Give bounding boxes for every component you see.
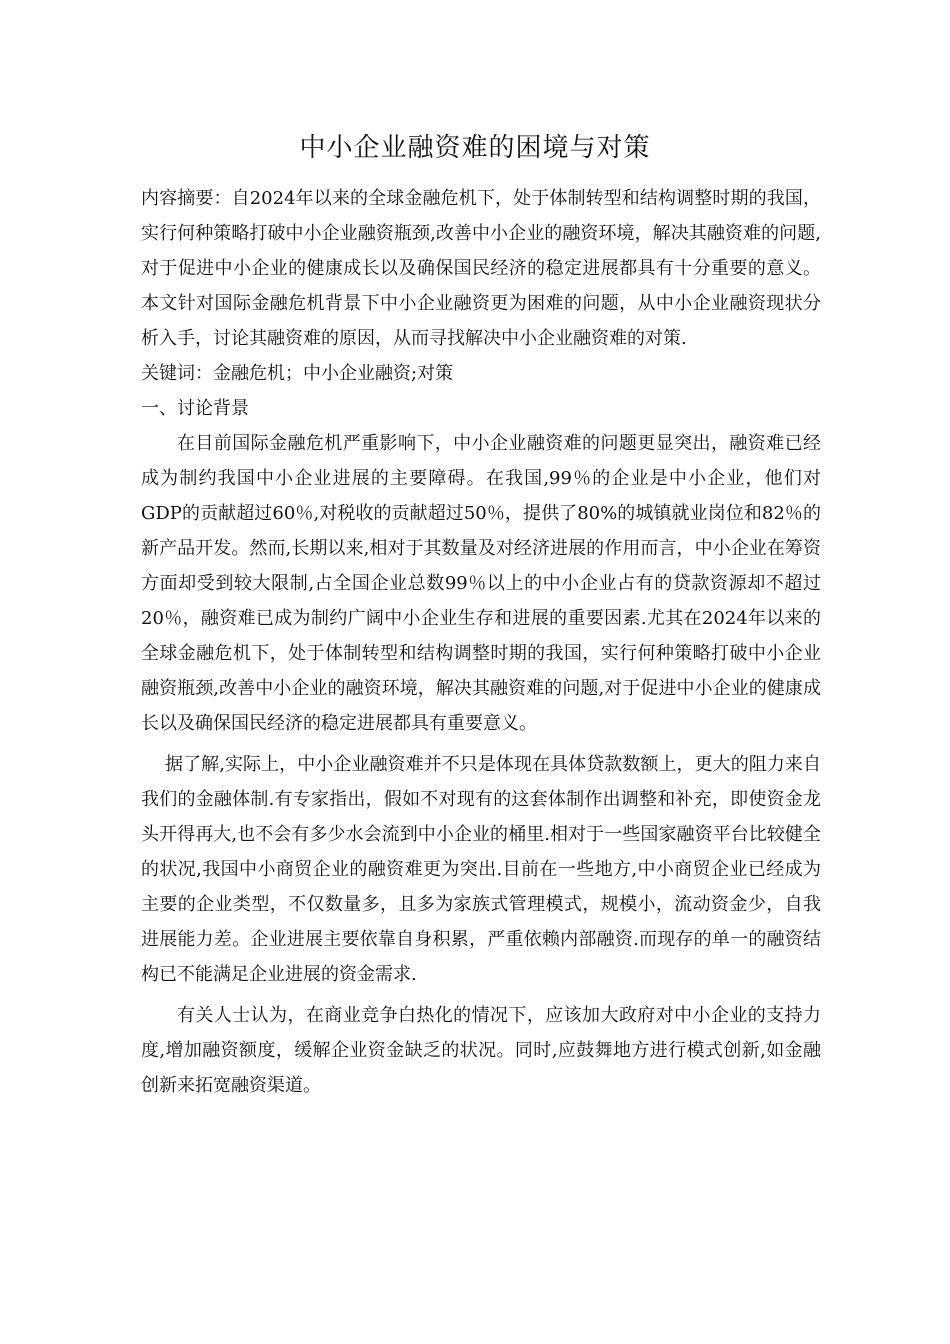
abstract-paragraph: 内容摘要：自2024年以来的全球金融危机下，处于体制转型和结构调整时期的我国，实行何种策略打破中小企业融资瓶颈,改善中小企业的融资环境，解决其融资难的问题,对于促进中小企业的健康成长以及确保国民经济的稳定进展都具有十分重要的意义。本文针对国际金融危机背景下中小企业融资更为困难的问题，从中小企业融资现状分析入手，讨论其融资难的原因，从而寻找解决中小企业融资难的对策. [141, 188, 821, 349]
section-heading: 一、讨论背景 [141, 398, 249, 419]
body-paragraph-2: 据了解,实际上，中小企业融资难并不只是体现在具体贷款数额上，更大的阻力来自我们的金融体制.有专家指出，假如不对现有的这套体制作出调整和补充，即使资金龙头开得再大,也不会有多少水会流到中小企业的桶里.相对于一些国家融资平台比较健全的状况,我国中小商贸企业的融资难更为突出.目前在一些地方,中小商贸企业已经成为主要的企业类型，不仅数量多，且多为家族式管理模式，规模小，流动资金少，自我进展能力差。企业进展主要依靠自身积累，严重依赖内部融资.而现存的单一的融资结构已不能满足企业进展的资金需求. [141, 754, 821, 985]
document-body [141, 181, 821, 1103]
document-title: 中小企业融资难的困境与对策 [299, 133, 651, 163]
body-paragraph-1: 在目前国际金融危机严重影响下，中小企业融资难的问题更显突出，融资难已经成为制约我国中小企业进展的主要障碍。在我国,99％的企业是中小企业，他们对GDP的贡献超过60％,对税收的贡献超过50％，提供了80%的城镇就业岗位和82％的新产品开发。然而,长期以来,相对于其数量及对经济进展的作用而言，中小企业在筹资方面却受到较大限制,占全国企业总数99％以上的中小企业占有的贷款资源却不超过20％，融资难已成为制约广阔中小企业生存和进展的重要因素.尤其在2024年以来的全球金融危机下，处于体制转型和结构调整时期的我国，实行何种策略打破中小企业融资瓶颈,改善中小企业的融资环境，解决其融资难的问题,对于促进中小企业的健康成长以及确保国民经济的稳定进展都具有重要意义。 [141, 433, 821, 734]
keywords-line: 关键词：金融危机；中小企业融资;对策 [141, 363, 454, 384]
body-paragraph-3: 有关人士认为，在商业竞争白热化的情况下，应该加大政府对中小企业的支持力度,增加融资额度，缓解企业资金缺乏的状况。同时,应鼓舞地方进行模式创新,如金融创新来拓宽融资渠道。 [141, 1005, 821, 1096]
